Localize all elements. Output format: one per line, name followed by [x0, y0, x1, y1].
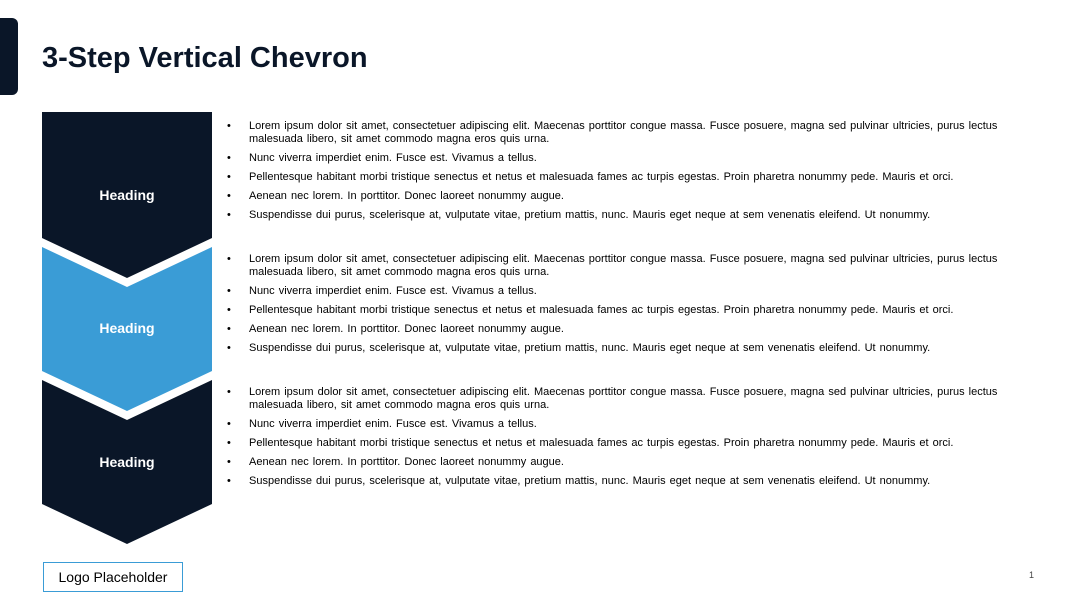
bullet-item: • Aenean nec lorem. In porttitor. Donec laoreet nonummy augue.: [227, 323, 1017, 336]
bullet-item: • Suspendisse dui purus, scelerisque at, vulputate vitae, pretium mattis, nunc. Mauris eget neque at sem venenatis eleifend. Ut nonummy.: [227, 209, 1017, 222]
bullet-item: • Suspendisse dui purus, scelerisque at, vulputate vitae, pretium mattis, nunc. Mauris eget neque at sem venenatis eleifend. Ut nonummy.: [227, 342, 1017, 355]
chevron-heading-3: Heading: [99, 454, 155, 470]
step-2-bullet-list: [227, 253, 1017, 361]
bullet-item: • Nunc viverra imperdiet enim. Fusce est. Vivamus a tellus.: [227, 152, 1017, 165]
logo-placeholder-label: Logo Placeholder: [58, 569, 168, 585]
bullet-item: • Suspendisse dui purus, scelerisque at, vulputate vitae, pretium mattis, nunc. Mauris eget neque at sem venenatis eleifend. Ut nonummy.: [227, 475, 1017, 488]
bullet-item: • Pellentesque habitant morbi tristique senectus et netus et malesuada fames ac turpis egestas. Proin pharetra nonummy pede. Mauris et orci.: [227, 437, 1017, 450]
step-3-bullet-list: [227, 386, 1017, 494]
bullet-item: • Aenean nec lorem. In porttitor. Donec laoreet nonummy augue.: [227, 190, 1017, 203]
chevron-diagram: [0, 0, 260, 560]
chevron-heading-1: Heading: [99, 187, 155, 203]
bullet-item: • Pellentesque habitant morbi tristique senectus et netus et malesuada fames ac turpis egestas. Proin pharetra nonummy pede. Mauris et orci.: [227, 171, 1017, 184]
chevron-step-1: [42, 112, 212, 278]
bullet-item: • Lorem ipsum dolor sit amet, consectetuer adipiscing elit. Maecenas porttitor congue massa. Fusce posuere, magna sed pulvinar ultricies, purus lectus malesuada libero, sit amet commodo magna eros quis urna.: [227, 386, 1017, 412]
bullet-item: • Nunc viverra imperdiet enim. Fusce est. Vivamus a tellus.: [227, 418, 1017, 431]
logo-placeholder: [43, 562, 183, 592]
bullet-item: • Lorem ipsum dolor sit amet, consectetuer adipiscing elit. Maecenas porttitor congue massa. Fusce posuere, magna sed pulvinar ultricies, purus lectus malesuada libero, sit amet commodo magna eros quis urna.: [227, 253, 1017, 279]
slide-title: 3-Step Vertical Chevron: [42, 42, 368, 74]
page-number: 1: [1029, 570, 1035, 580]
chevron-heading-2: Heading: [99, 320, 155, 336]
step-1-bullet-list: [227, 120, 1017, 228]
bullet-item: • Aenean nec lorem. In porttitor. Donec laoreet nonummy augue.: [227, 456, 1017, 469]
bullet-item: • Pellentesque habitant morbi tristique senectus et netus et malesuada fames ac turpis egestas. Proin pharetra nonummy pede. Mauris et orci.: [227, 304, 1017, 317]
bullet-item: • Lorem ipsum dolor sit amet, consectetuer adipiscing elit. Maecenas porttitor congue massa. Fusce posuere, magna sed pulvinar ultricies, purus lectus malesuada libero, sit amet commodo magna eros quis urna.: [227, 120, 1017, 146]
bullet-item: • Nunc viverra imperdiet enim. Fusce est. Vivamus a tellus.: [227, 285, 1017, 298]
